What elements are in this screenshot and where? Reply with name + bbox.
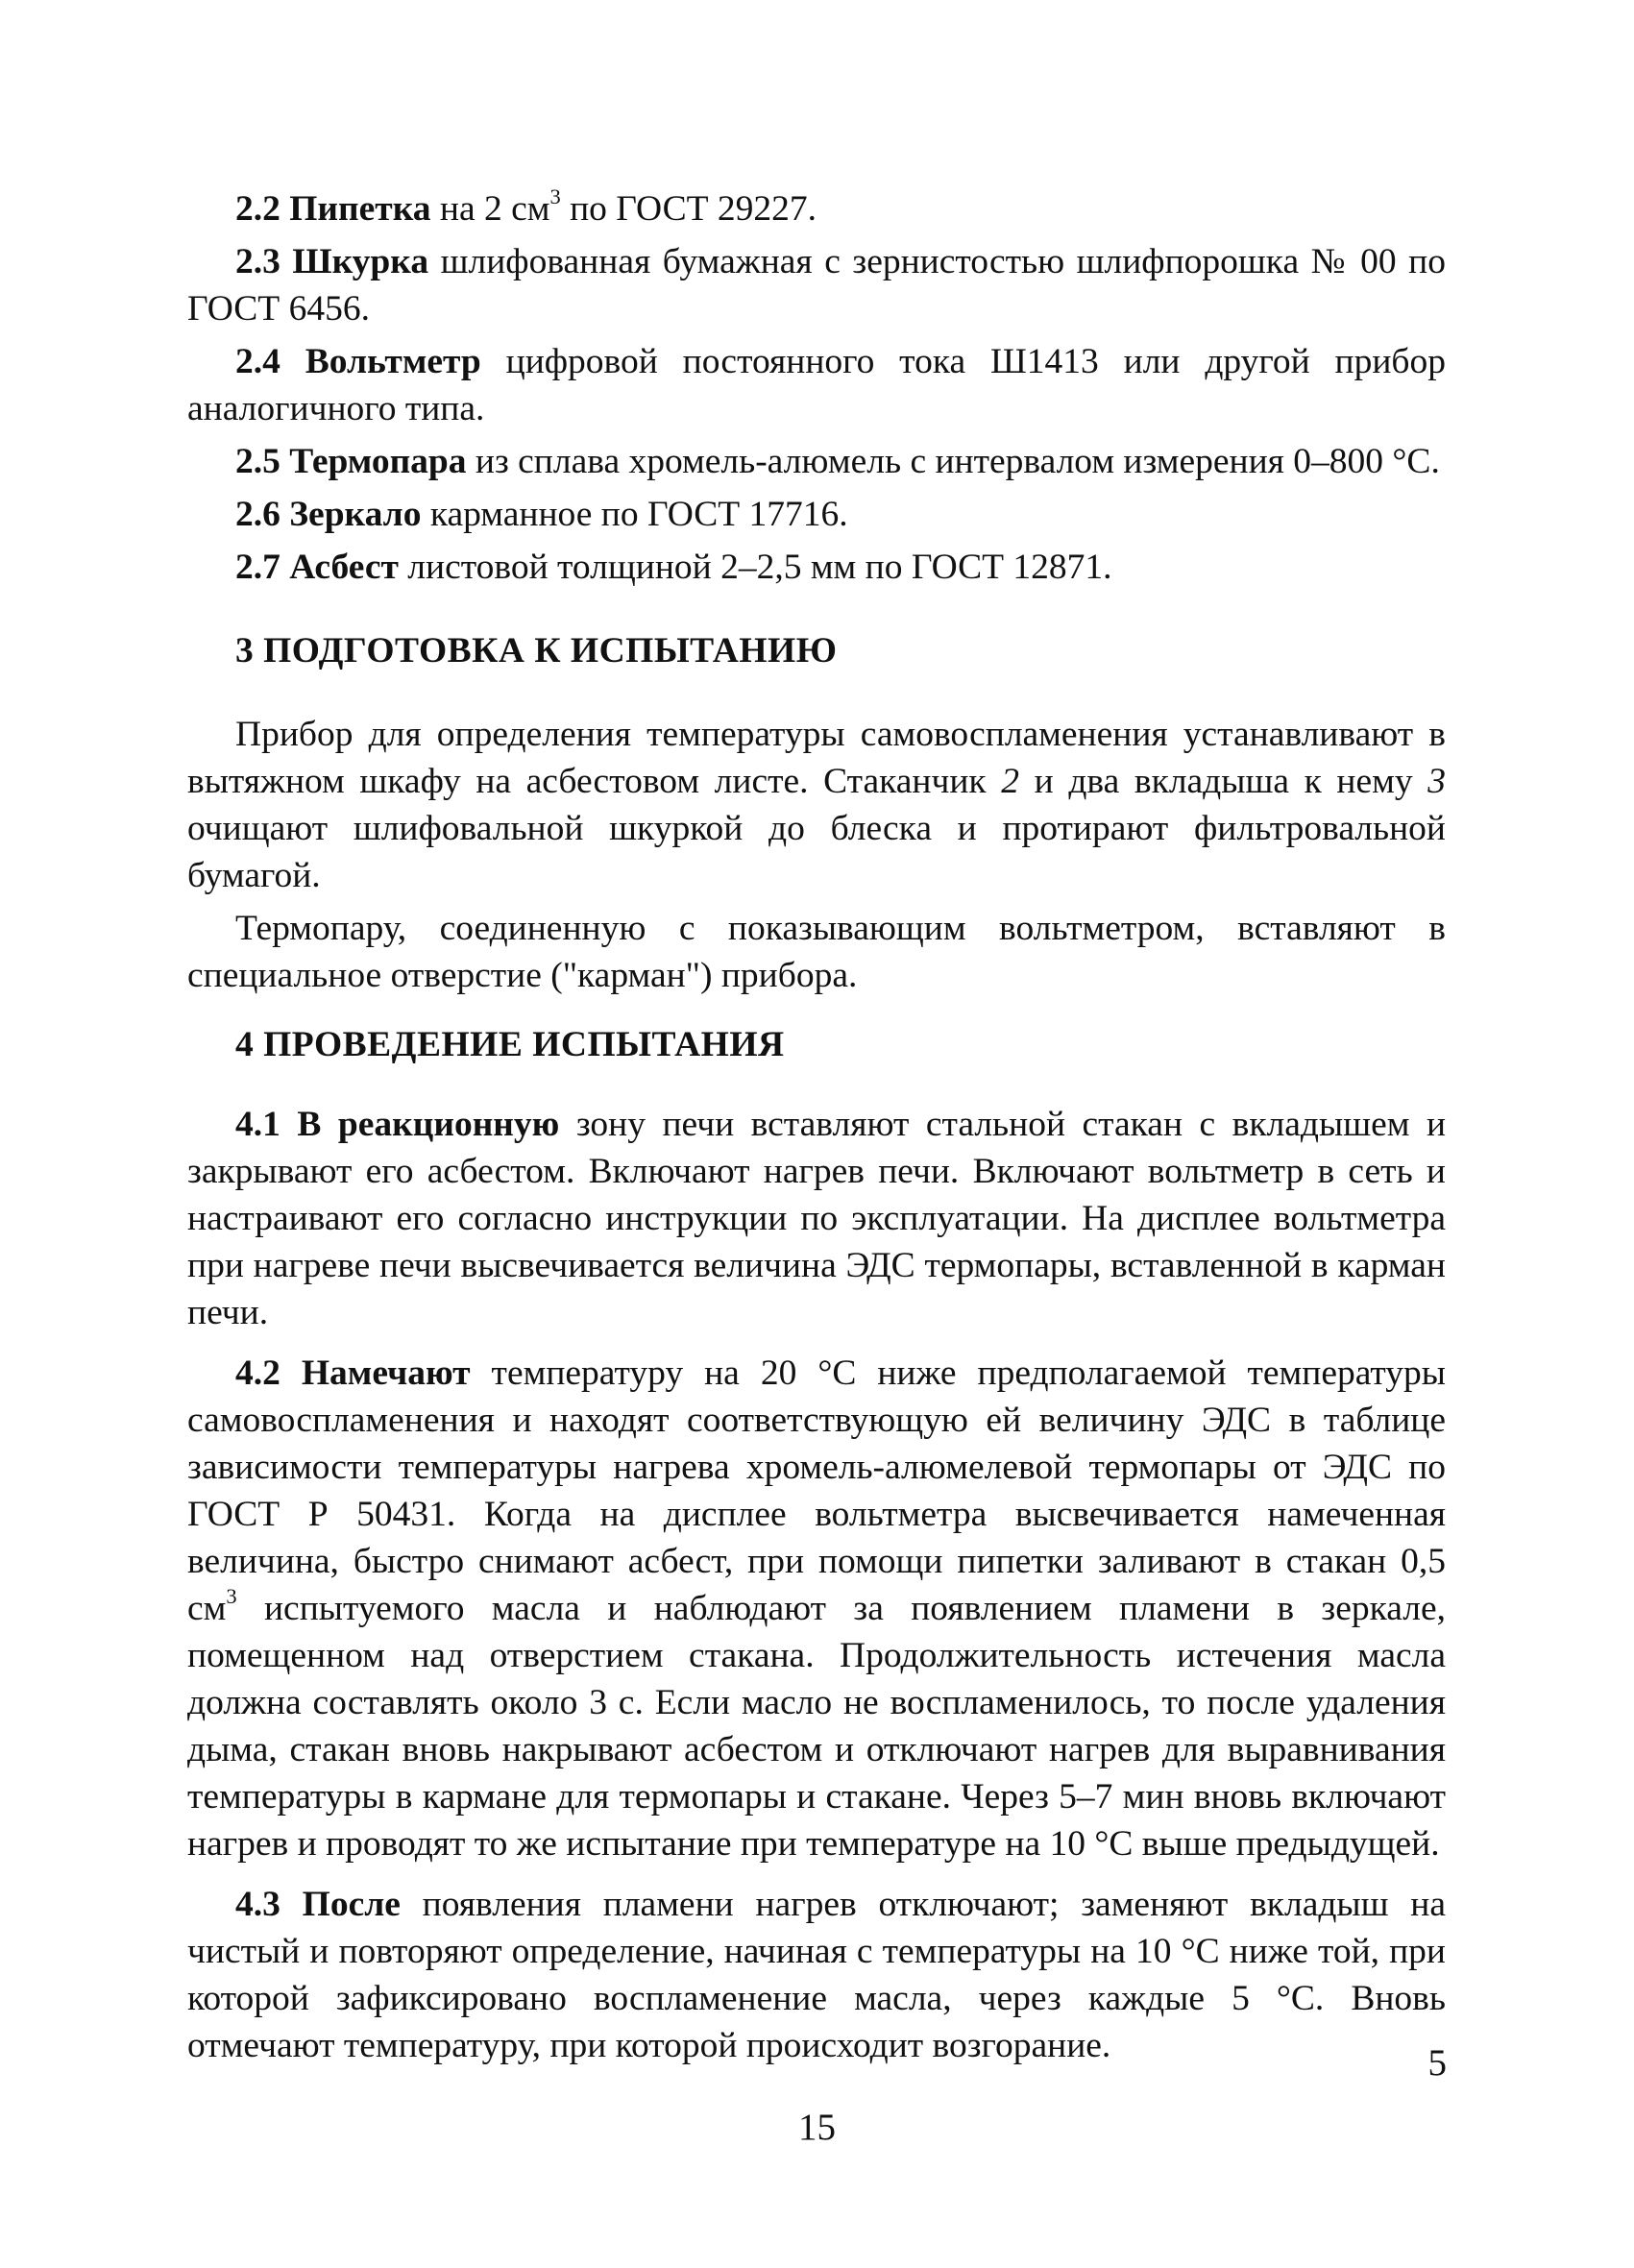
item-number: 2.4 xyxy=(235,342,280,381)
clause-term: В реакционную xyxy=(297,1105,560,1144)
section-body xyxy=(187,1101,1446,2069)
item-term: Термопара xyxy=(289,442,467,481)
item-term: Пипетка xyxy=(289,189,431,229)
figure-ref: 3 xyxy=(1427,762,1446,801)
item-number: 2.3 xyxy=(235,242,280,281)
superscript: 3 xyxy=(549,184,561,209)
list-item xyxy=(187,185,1446,232)
clause-number: 4.1 xyxy=(235,1105,280,1144)
item-term: Асбест xyxy=(289,548,399,587)
list-item xyxy=(187,238,1446,332)
item-text: карманное по ГОСТ 17716. xyxy=(421,495,848,534)
superscript: 3 xyxy=(226,1584,237,1609)
sheet-number: 5 xyxy=(1427,2042,1447,2084)
item-number: 2.6 xyxy=(235,495,280,534)
section-body xyxy=(187,711,1446,999)
figure-ref: 2 xyxy=(1001,762,1020,801)
paragraph: 4.3 После появления пламени нагрев отключают; заменяют вкладыш на чистый и повторяют определение, начиная с температуры на 10 °С ниже той, при которой зафиксировано воспламенение масла, через каждые 5 °С. Вновь отмечают температуру, при которой происходит возгорание. xyxy=(187,1885,1446,2065)
paragraph: 4.1 В реакционную зону печи вставляют стальной стакан с вкладышем и закрывают его асбестом. Включают нагрев печи. Включают вольтметр в сеть и настраивают его согласно инструкции по эксплуатации. На дисплее вольтметра при нагреве печи высвечивается величина ЭДС термопары, вставленной в карман печи. xyxy=(187,1105,1447,1332)
page-number: 15 xyxy=(798,2107,836,2148)
item-text: шлифованная бумажная с зернистостью шлифпорошка № 00 по ГОСТ 6456. xyxy=(187,242,1447,329)
clause-number: 4.2 xyxy=(235,1353,280,1393)
list-item xyxy=(187,438,1446,485)
paragraph: 4.2 Намечают температуру на 20 °С ниже предполагаемой температуры самовоспламенения и находят соответствующую ей величину ЭДС в таблице зависимости температуры нагрева хромель-алюмелевой термопары от ЭДС по ГОСТ Р 50431. Когда на дисплее вольтметра высвечивается намеченная величина, быстро снимают асбест, при помощи пипетки заливают в стакан 0,5 $см^3$ испытуемого масла и наблюдают за появлением пламени в зеркале, помещенном над отверстием стакана. Продолжительность истечения масла должна составлять около 3 с. Если масло не воспламенилось, то после удаления дыма, стакан вновь накрывают асбестом и отключают нагрев для выравнивания температуры в кармане для термопары и стакане. Через 5–7 мин вновь включают нагрев и проводят то же испытание при температуре на 10 °С выше предыдущей. xyxy=(187,1353,1447,1864)
paragraph: Прибор для определения температуры самовоспламенения устанавливают в вытяжном шкафу на асбестовом листе. Стаканчик 2 и два вкладыша к нему 3 очищают шлифовальной шкуркой до блеска и протирают фильтровальной бумагой. xyxy=(187,715,1446,895)
item-text: цифровой постоянного тока Ш1413 или другой прибор аналогичного типа. xyxy=(187,342,1446,428)
section-heading: 4 ПРОВЕДЕНИЕ ИСПЫТАНИЯ xyxy=(235,1025,785,1064)
item-text: на 2 см xyxy=(430,189,550,229)
item-number: 2.2 xyxy=(235,189,280,229)
item-text: листовой толщиной 2–2,5 мм по ГОСТ 12871. xyxy=(398,548,1112,587)
item-term: Шкурка xyxy=(292,242,429,281)
item-term: Зеркало xyxy=(289,495,422,534)
clause-number: 4.3 xyxy=(235,1885,280,1924)
equipment-list xyxy=(187,185,1446,591)
clause-term: После xyxy=(302,1885,401,1924)
paragraph: Термопару, соединенную с показывающим вольтметром, вставляют в специальное отверстие ("карман") прибора. xyxy=(187,909,1446,995)
item-term: Вольтметр xyxy=(305,342,481,381)
item-number: 2.5 xyxy=(235,442,280,481)
clause-term: Намечают xyxy=(301,1353,471,1393)
item-number: 2.7 xyxy=(235,548,280,587)
list-item xyxy=(187,544,1446,591)
list-item xyxy=(187,338,1446,432)
section-heading: 3 ПОДГОТОВКА К ИСПЫТАНИЮ xyxy=(235,631,838,671)
item-text: по ГОСТ 29227. xyxy=(560,189,817,229)
item-text: из сплава хромель-алюмель с интервалом измерения 0–800 °С. xyxy=(466,442,1440,481)
list-item xyxy=(187,491,1446,538)
